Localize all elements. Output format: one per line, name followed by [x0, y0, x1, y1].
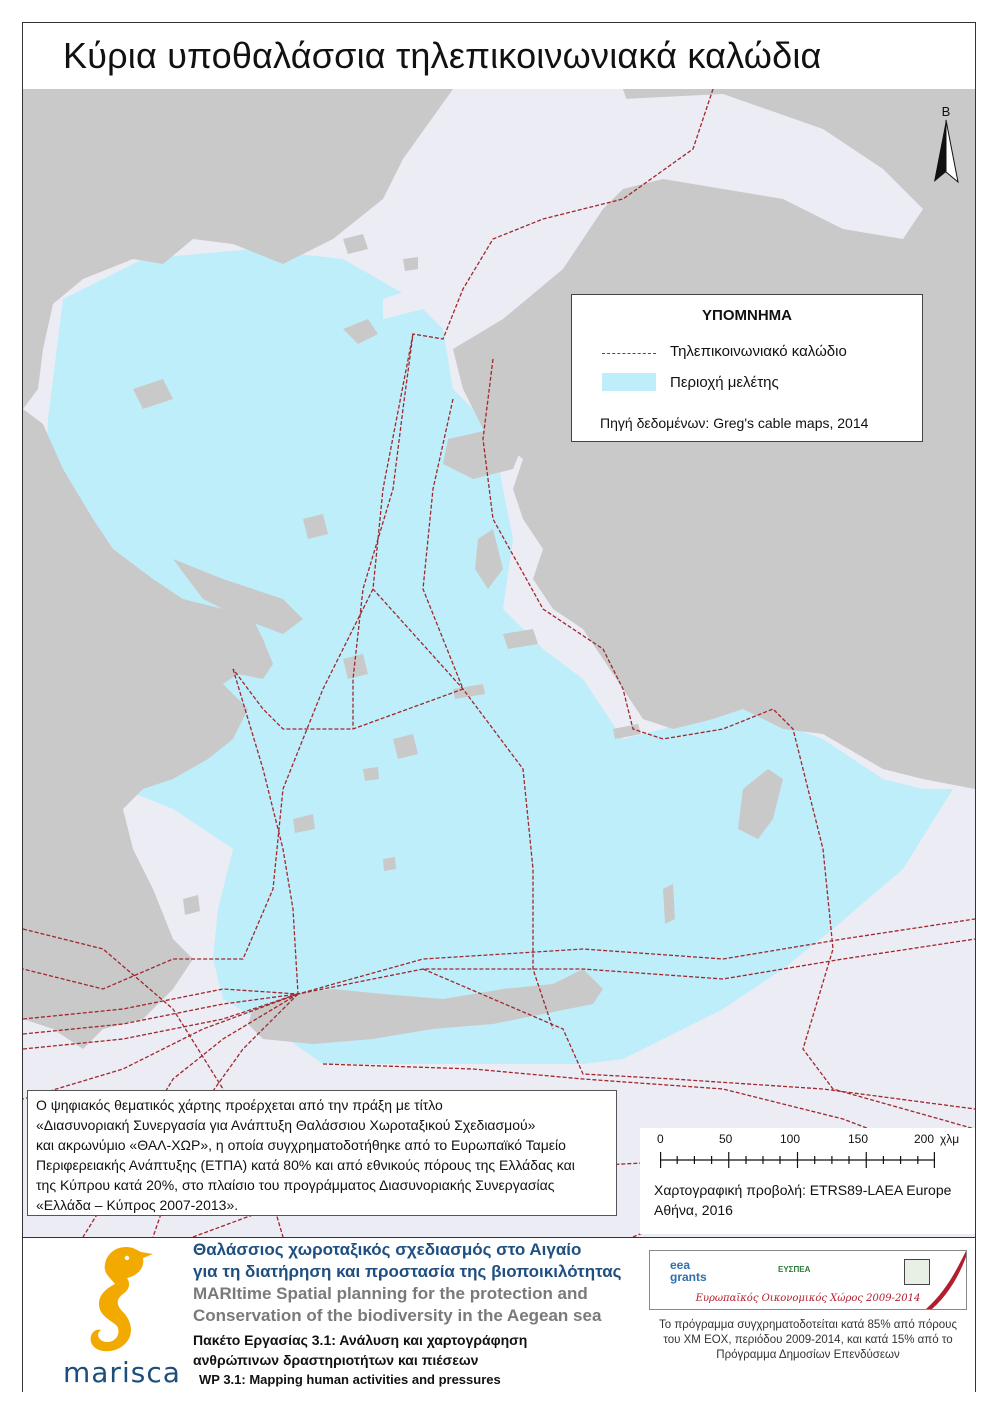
info-line: και ακρωνύμιο «ΘΑΛ-ΧΩΡ», η οποία συγχρηματοδοτήθηκε από το Ευρωπαϊκό Ταμείο: [36, 1137, 566, 1153]
footer-wp-greek-2: ανθρώπινων δραστηριοτήτων και πιέσεων: [193, 1352, 479, 1368]
map-title: Κύρια υποθαλάσσια τηλεπικοινωνιακά καλώδια: [63, 35, 822, 76]
place-date-text: Αθήνα, 2016: [654, 1202, 733, 1218]
scale-tick-label: 150: [848, 1132, 869, 1146]
scale-tick-label: 100: [780, 1132, 801, 1146]
karpathos: [663, 884, 675, 924]
legend-cable-label: Τηλεπικοινωνιακό καλώδιο: [670, 343, 847, 360]
scale-tick-label: 0: [657, 1132, 664, 1146]
legend-area-swatch: [602, 373, 656, 391]
seahorse-icon: [41, 1238, 191, 1358]
scale-bar: [660, 1152, 935, 1168]
projection-text: Χαρτογραφική προβολή: ETRS89-LAEA Europe: [654, 1182, 952, 1198]
footer-greek-title-2: για τη διατήρηση και προστασία της βιοποικιλότητας: [193, 1262, 622, 1281]
espa-logo: ΕΥΣΠΕΑ: [778, 1265, 811, 1274]
legend-source: Πηγή δεδομένων: Greg's cable maps, 2014: [600, 415, 869, 431]
samothraki: [403, 257, 418, 271]
north-arrow: [926, 104, 966, 186]
funding-note: [649, 1318, 967, 1363]
info-line: της Κύπρου κατά 20%, στο πλαίσιο του προγράμματος Διασυνοριακής Συνεργασίας: [36, 1177, 555, 1193]
scale-tick-label: 50: [719, 1132, 733, 1146]
info-line: «Ελλάδα – Κύπρος 2007-2013».: [36, 1197, 239, 1213]
funding-banner: Ευρωπαϊκός Οικονομικός Χώρος 2009-2014: [695, 1293, 921, 1304]
funding-note-line: Το πρόγραμμα συγχρηματοδοτείται κατά 85% από πόρους: [658, 1319, 958, 1331]
scale-unit: χλμ: [940, 1132, 960, 1146]
footer-english-title-2: Conservation of the biodiversity in the Aegean sea: [193, 1306, 602, 1325]
eea-grants-logo: [670, 1259, 707, 1283]
map-svg: [23, 89, 975, 1237]
title-bar: [23, 23, 975, 90]
salamis: [213, 647, 229, 661]
footer-greek-title-1: Θαλάσσιος χωροταξικός σχεδιασμός στο Αιγαίο: [193, 1240, 582, 1259]
funding-logos: [649, 1250, 967, 1310]
legend-area-label: Περιοχή μελέτης: [670, 374, 779, 391]
footer-english-title-1: MARItime Spatial planning for the protection and: [193, 1284, 588, 1303]
scale-box: [640, 1128, 975, 1234]
funding-note-line: του ΧΜ ΕΟΧ, περιόδου 2009-2014, και κατά 15% από το: [663, 1334, 953, 1346]
footer-wp-greek-1: Πακέτο Εργασίας 3.1: Ανάλυση και χαρτογράφηση: [193, 1332, 528, 1348]
map-canvas: [23, 89, 975, 1237]
footer-wp-english: WP 3.1: Mapping human activities and pressures: [199, 1372, 501, 1387]
funding-note-line: Πρόγραμμα Δημοσίων Επενδύσεων: [716, 1349, 900, 1361]
projection-info: [654, 1180, 951, 1220]
project-info-box: [27, 1090, 617, 1216]
info-line: «Διασυνοριακή Συνεργασία για Ανάπτυξη Θαλάσσιου Χωροταξικού Σχεδιασμού»: [36, 1117, 536, 1133]
north-label: Β: [941, 104, 951, 119]
kythira: [183, 895, 200, 915]
north-arrow-icon: [926, 118, 966, 188]
thasos: [343, 234, 368, 254]
info-line: Περιφερειακής Ανάπτυξης (ΕΤΠΑ) κατά 80% και από εθνικούς πόρους της Ελλάδας και: [36, 1157, 575, 1173]
legend-cable-swatch: [602, 353, 656, 354]
legend-title: ΥΠΟΜΝΗΜΑ: [702, 307, 792, 324]
scale-tick-label: 200: [914, 1132, 935, 1146]
cyclades-santorini: [383, 857, 396, 871]
cyclades-paros: [363, 767, 379, 781]
eea-logo-line2: grants: [670, 1270, 707, 1284]
legend: [571, 294, 923, 442]
eea-logo-line1: eea: [670, 1258, 691, 1272]
marisca-logo: [41, 1238, 191, 1388]
footer: [23, 1237, 975, 1392]
logo-text: marisca: [63, 1356, 181, 1389]
info-line: Ο ψηφιακός θεματικός χάρτης προέρχεται από την πράξη με τίτλο: [36, 1097, 443, 1113]
